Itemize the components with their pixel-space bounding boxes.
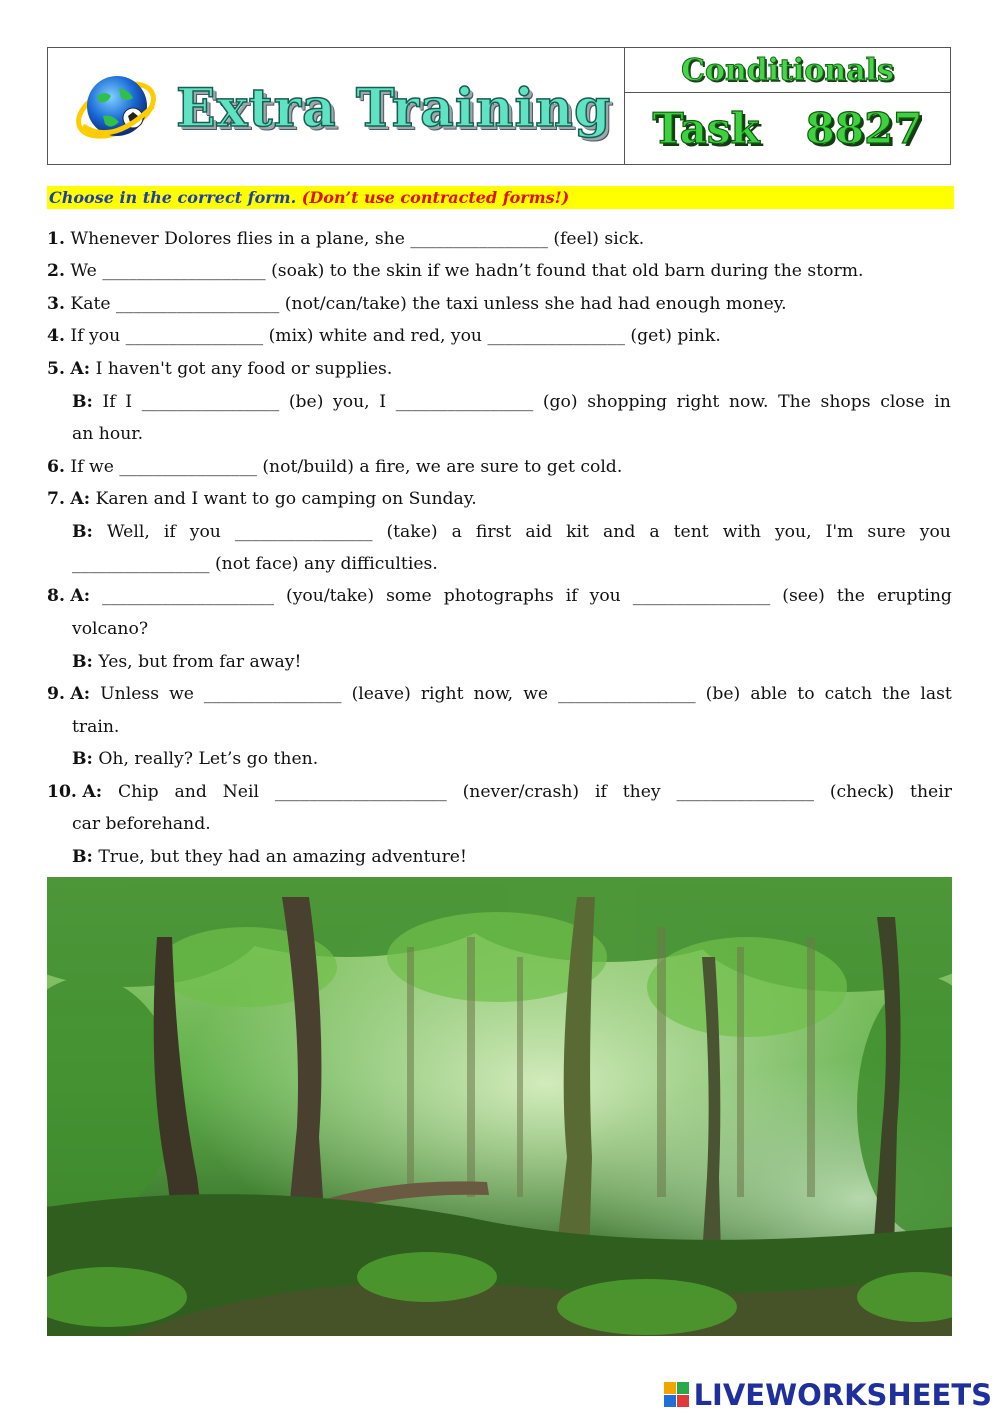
exercise-number: 9.	[47, 684, 65, 704]
answer-blank[interactable]: ________________	[558, 684, 696, 704]
answer-blank[interactable]: ________________	[234, 522, 373, 542]
exercise-10-b-line	[72, 845, 467, 869]
word: tent	[673, 522, 709, 542]
exercise-number: 3.	[47, 294, 65, 314]
instruction-main: Choose in the correct form.	[49, 188, 297, 207]
word: I'm	[825, 522, 854, 542]
exercise-text[interactable]: If you ________________ (mix) white and red, you ________________ (get) pink.	[70, 326, 721, 346]
exercise-number: 2.	[47, 261, 65, 281]
answer-blank[interactable]: ________________	[632, 586, 771, 606]
exercise-text[interactable]: Kate ___________________ (not/can/take) the taxi unless she had had enough money.	[70, 294, 787, 314]
word: (check)	[829, 782, 895, 802]
word: (be)	[288, 392, 324, 412]
exercise-number: 7.	[47, 489, 65, 509]
worksheet-header	[47, 47, 951, 165]
exercise-number: 1.	[47, 229, 65, 249]
word: you,	[333, 392, 370, 412]
instruction-note: (Don’t use contracted forms!)	[301, 188, 570, 207]
word: their	[910, 782, 952, 802]
exercise-8	[47, 584, 952, 608]
exercise-7	[47, 487, 477, 511]
word: Unless	[100, 684, 160, 704]
word: if	[565, 586, 578, 606]
word: aid	[525, 522, 553, 542]
word: Chip	[117, 782, 159, 802]
footer-brand	[664, 1378, 992, 1412]
exercise-number: 4.	[47, 326, 65, 346]
speaker-a-label: A:	[70, 586, 91, 606]
globe-football-icon	[73, 66, 159, 150]
word: erupting	[876, 586, 952, 606]
word: first	[475, 522, 512, 542]
word: now,	[473, 684, 514, 704]
liveworksheets-logo-icon	[664, 1382, 690, 1408]
word: (go)	[542, 392, 578, 412]
exercise-8-b-line	[72, 650, 301, 674]
exercise-5-b-cont: an hour.	[72, 424, 144, 444]
word: If	[102, 392, 116, 412]
task-number: 8827	[805, 104, 923, 153]
word: right	[420, 684, 464, 704]
word: The	[778, 392, 811, 412]
word: you	[589, 586, 621, 606]
word: with	[722, 522, 761, 542]
word: (you/take)	[285, 586, 375, 606]
answer-blank[interactable]: ____________________	[274, 782, 447, 802]
word: and	[174, 782, 207, 802]
speaker-a-label: A:	[70, 489, 91, 509]
word: the	[836, 586, 865, 606]
speaker-a-label: A:	[70, 684, 91, 704]
word: a	[451, 522, 462, 542]
speaker-a-label: A:	[70, 359, 91, 379]
word: (never/crash)	[462, 782, 580, 802]
speaker-b-label: B:	[72, 847, 93, 867]
word: they	[622, 782, 661, 802]
word: (be)	[705, 684, 741, 704]
task-label: Task	[652, 104, 760, 153]
word: if	[595, 782, 607, 802]
exercise-6	[47, 455, 622, 479]
word: shopping	[587, 392, 668, 412]
speaker-b-label: B:	[72, 652, 93, 672]
word: the	[882, 684, 911, 704]
exercise-text[interactable]: We ___________________ (soak) to the skin if we hadn’t found that old barn during the storm.	[70, 261, 864, 281]
exercise-text[interactable]: If we ________________ (not/build) a fire, we are sure to get cold.	[70, 457, 623, 477]
instruction-bar	[47, 186, 954, 209]
header-task-cell	[625, 48, 950, 164]
word: I	[379, 392, 387, 412]
exercise-number: 6.	[47, 457, 65, 477]
speaker-b-text: Yes, but from far away!	[98, 652, 302, 672]
word: photographs	[443, 586, 554, 606]
word: (take)	[386, 522, 438, 542]
word: (see)	[782, 586, 825, 606]
word: close	[880, 392, 925, 412]
exercise-number: 8.	[47, 586, 65, 606]
word: a	[649, 522, 660, 542]
word: last	[920, 684, 952, 704]
exercise-7-b-cont[interactable]: ________________ (not face) any difficulties.	[72, 554, 438, 574]
brand-title: Extra Training	[176, 78, 612, 139]
forest-illustration	[47, 877, 952, 1336]
word: you,	[774, 522, 812, 542]
exercise-4	[47, 324, 721, 348]
exercise-number: 10.	[47, 782, 77, 802]
word: Neil	[222, 782, 259, 802]
exercise-9-a-cont: train.	[72, 717, 120, 737]
word: (leave)	[351, 684, 411, 704]
exercise-10	[47, 780, 952, 804]
forest-photo	[47, 877, 952, 1336]
exercise-5	[47, 357, 392, 381]
exercise-7-b-line	[72, 520, 951, 544]
exercise-3	[47, 292, 787, 316]
word: some	[386, 586, 432, 606]
task-cell	[625, 93, 950, 164]
speaker-b-text: Oh, really? Let’s go then.	[98, 749, 319, 769]
speaker-a-text: Karen and I want to go camping on Sunday.	[95, 489, 477, 509]
exercise-1	[47, 227, 644, 251]
speaker-b-label: B:	[72, 522, 93, 542]
exercise-9	[47, 682, 952, 706]
word: catch	[824, 684, 873, 704]
word: I	[125, 392, 133, 412]
answer-blank[interactable]: ________________	[204, 684, 342, 704]
word: and	[603, 522, 636, 542]
word: you	[189, 522, 221, 542]
word: if	[163, 522, 176, 542]
exercise-10-a-cont: car beforehand.	[72, 814, 211, 834]
word: we	[523, 684, 549, 704]
exercise-9-b-line	[72, 747, 318, 771]
word: shops	[820, 392, 871, 412]
exercise-2	[47, 259, 863, 283]
speaker-a-label: A:	[82, 782, 103, 802]
word: able	[750, 684, 788, 704]
exercise-8-a-cont: volcano?	[72, 619, 149, 639]
speaker-b-text: True, but they had an amazing adventure!	[98, 847, 467, 867]
answer-blank[interactable]: ________________	[395, 392, 534, 412]
word: to	[797, 684, 815, 704]
word: in	[934, 392, 951, 412]
word: now.	[728, 392, 769, 412]
answer-blank[interactable]: ________________	[141, 392, 280, 412]
topic-cell	[625, 48, 950, 93]
answer-blank[interactable]: ____________________	[102, 586, 274, 606]
footer-brand-text[interactable]: LIVEWORKSHEETS	[693, 1378, 992, 1412]
speaker-a-text: I haven't got any food or supplies.	[95, 359, 393, 379]
word: right	[676, 392, 720, 412]
exercise-5-b-line	[72, 390, 951, 414]
word: sure	[867, 522, 906, 542]
topic-title: Conditionals	[681, 52, 894, 88]
word: we	[169, 684, 194, 704]
speaker-b-label: B:	[72, 392, 93, 412]
answer-blank[interactable]: ________________	[676, 782, 814, 802]
word: kit	[566, 522, 589, 542]
header-brand-cell	[48, 48, 625, 164]
speaker-b-label: B:	[72, 749, 93, 769]
exercise-text[interactable]: Whenever Dolores flies in a plane, she ________________ (feel) sick.	[70, 229, 645, 249]
word: Well,	[106, 522, 150, 542]
exercise-number: 5.	[47, 359, 65, 379]
word: you	[919, 522, 951, 542]
